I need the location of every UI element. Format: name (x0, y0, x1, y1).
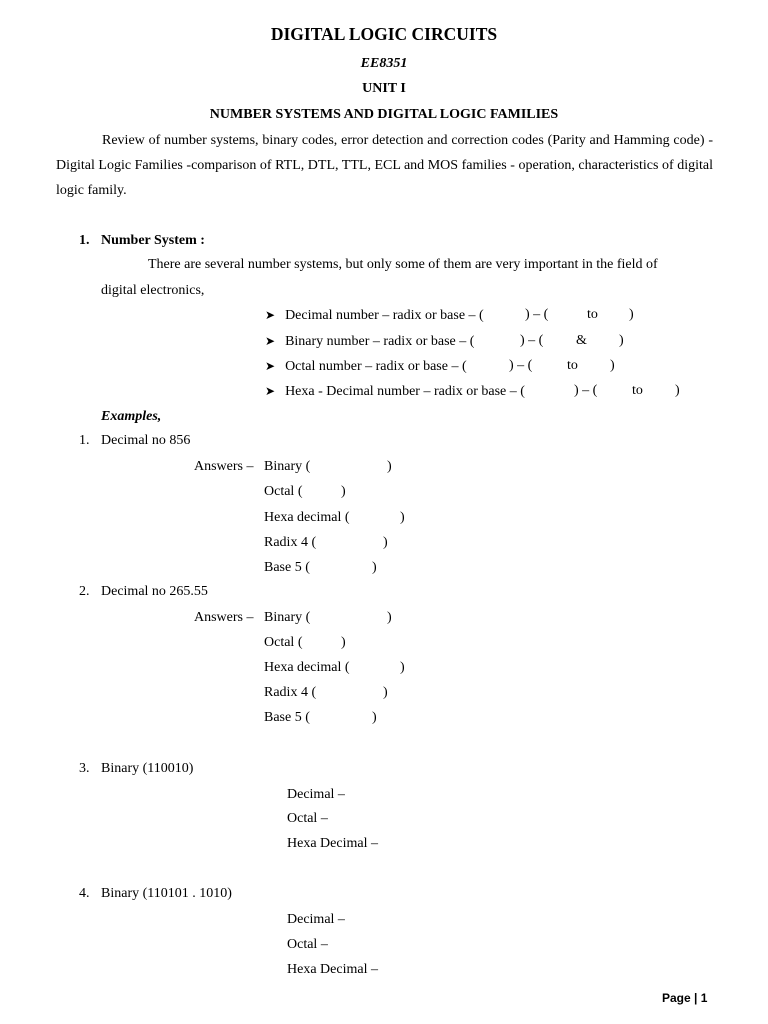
answer-octal: Octal – (287, 811, 328, 826)
answer-close: ) (387, 459, 392, 474)
answer-close: ) (383, 535, 388, 550)
section-text-line2: digital electronics, (101, 283, 205, 298)
bullet-end: ) (619, 333, 624, 348)
bullet-paren: ) – ( (574, 383, 598, 398)
answer-hexa: Hexa Decimal – (287, 836, 378, 851)
answer-decimal: Decimal – (287, 912, 345, 927)
example-label: Binary (110010) (101, 761, 194, 776)
document-title: DIGITAL LOGIC CIRCUITS (270, 24, 498, 44)
section-number: 1. (79, 233, 90, 248)
example-label: Binary (110101 . 1010) (101, 886, 232, 901)
bullet-decimal (265, 306, 484, 325)
bullet-end: ) (675, 383, 680, 398)
bullet-hexa (265, 382, 525, 401)
section-heading: Number System : (101, 233, 205, 248)
syllabus-paragraph (56, 128, 713, 203)
page-number: Page | 1 (662, 991, 708, 1005)
bullet-mid: & (576, 333, 587, 348)
answer-base5: Base 5 ( (264, 560, 310, 575)
answer-decimal: Decimal – (287, 787, 345, 802)
bullet-text: Decimal number – radix or base – ( (285, 308, 484, 323)
bullet-text: Hexa - Decimal number – radix or base – ( (285, 384, 525, 399)
bullet-paren: ) – ( (509, 358, 533, 373)
bullet-end: ) (629, 307, 634, 322)
arrow-bullet-icon: ➤ (265, 384, 276, 398)
answer-close: ) (341, 484, 346, 499)
bullet-mid: to (632, 383, 643, 398)
bullet-text: Octal number – radix or base – ( (285, 359, 467, 374)
arrow-bullet-icon: ➤ (265, 359, 276, 373)
answer-close: ) (400, 510, 405, 525)
answer-octal: Octal ( (264, 484, 303, 499)
answer-close: ) (372, 560, 377, 575)
answer-hexa: Hexa decimal ( (264, 660, 350, 675)
answer-close: ) (387, 610, 392, 625)
unit-subtitle: NUMBER SYSTEMS AND DIGITAL LOGIC FAMILIES (209, 107, 559, 122)
answer-hexa: Hexa Decimal – (287, 962, 378, 977)
example-number: 2. (79, 584, 90, 599)
example-label: Decimal no 856 (101, 433, 191, 448)
answer-hexa: Hexa decimal ( (264, 510, 350, 525)
answer-binary: Binary ( (264, 459, 311, 474)
answer-radix4: Radix 4 ( (264, 535, 317, 550)
example-number: 3. (79, 761, 90, 776)
example-number: 1. (79, 433, 90, 448)
answer-close: ) (400, 660, 405, 675)
answer-close: ) (383, 685, 388, 700)
answer-close: ) (341, 635, 346, 650)
answer-octal: Octal – (287, 937, 328, 952)
answer-base5: Base 5 ( (264, 710, 310, 725)
example-number: 4. (79, 886, 90, 901)
bullet-mid: to (587, 307, 598, 322)
answer-binary: Binary ( (264, 610, 311, 625)
bullet-paren: ) – ( (525, 307, 549, 322)
arrow-bullet-icon: ➤ (265, 334, 276, 348)
answer-close: ) (372, 710, 377, 725)
unit-heading: UNIT I (362, 81, 406, 96)
syllabus-text: Review of number systems, binary codes, error detection and correction codes (Parity and Hamming code) - Digital Logic Families -comparison of RTL, DTL, TTL, ECL and MOS families - operation, characteristics of digital logic family. (56, 133, 713, 198)
examples-heading: Examples, (101, 409, 162, 424)
bullet-mid: to (567, 358, 578, 373)
bullet-end: ) (610, 358, 615, 373)
arrow-bullet-icon: ➤ (265, 308, 276, 322)
section-text-line1: There are several number systems, but only some of them are very important in the field of (148, 257, 658, 272)
answers-label: Answers – (194, 610, 254, 625)
bullet-octal (265, 357, 467, 376)
bullet-paren: ) – ( (520, 333, 544, 348)
bullet-binary (265, 332, 474, 351)
answer-octal: Octal ( (264, 635, 303, 650)
course-code: EE8351 (360, 56, 408, 71)
example-label: Decimal no 265.55 (101, 584, 208, 599)
answers-label: Answers – (194, 459, 254, 474)
bullet-text: Binary number – radix or base – ( (285, 334, 475, 349)
answer-radix4: Radix 4 ( (264, 685, 317, 700)
